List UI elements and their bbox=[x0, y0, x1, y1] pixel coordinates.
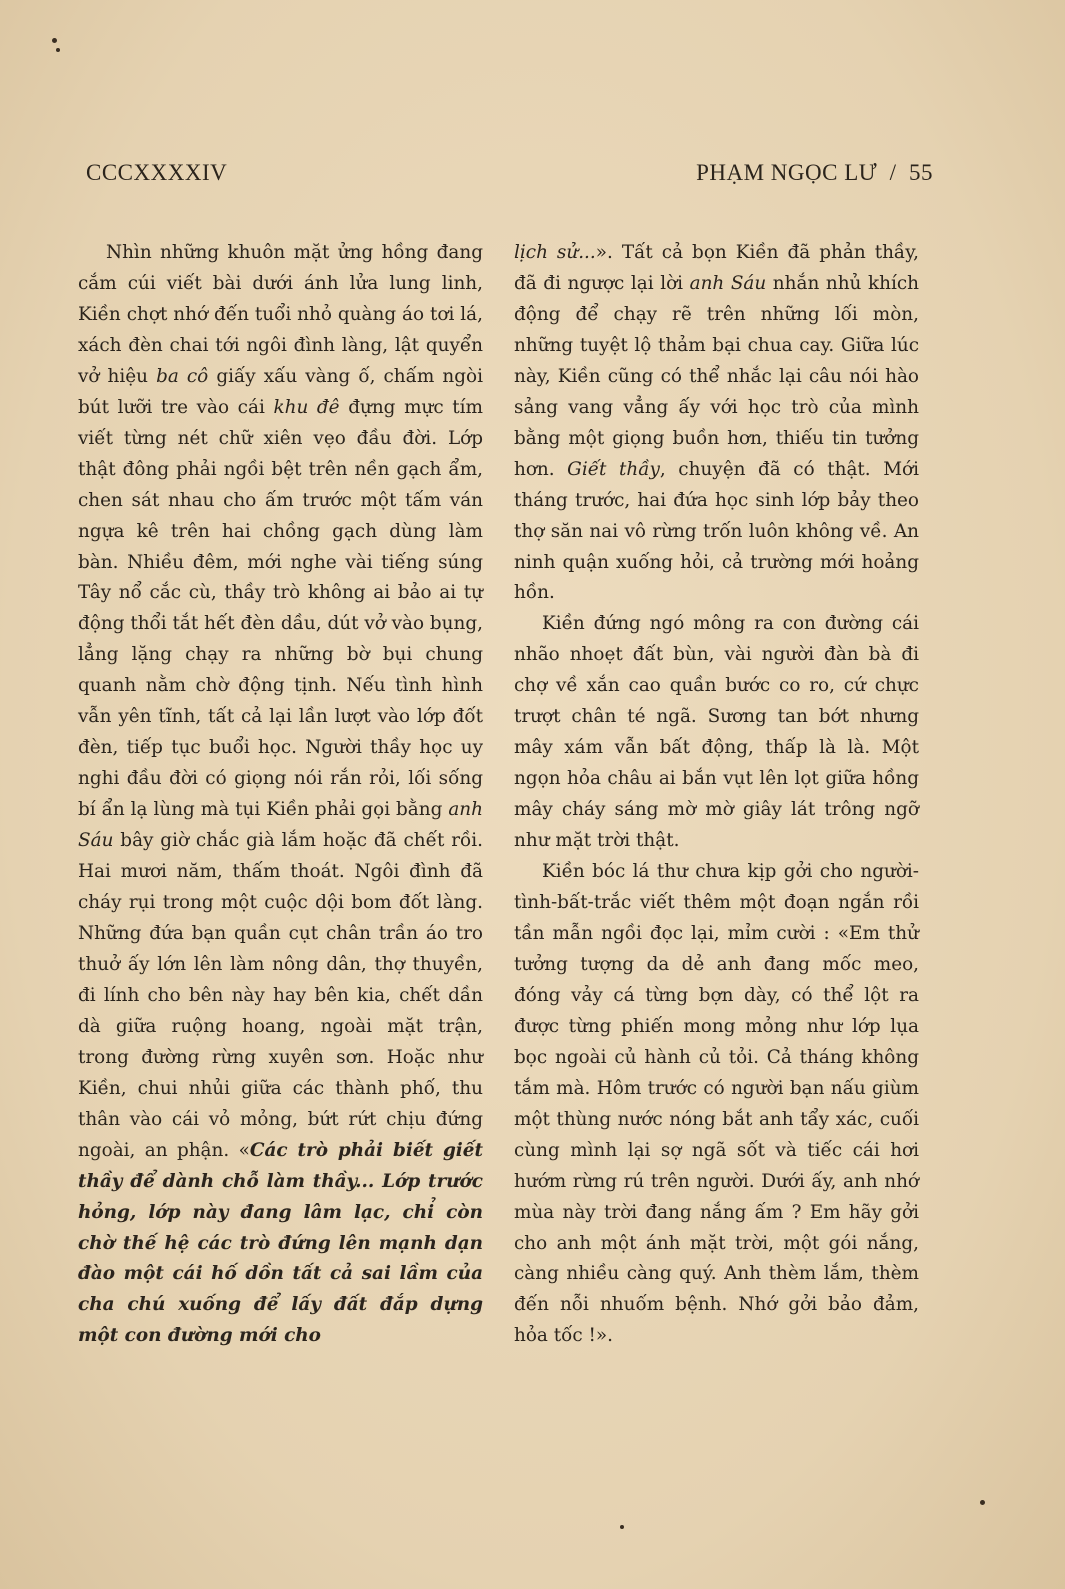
ink-speck bbox=[620, 1525, 624, 1529]
text-run: bây giờ chắc già lắm hoặc đã chết rồi. Hai mươi năm, thấm thoát. Ngôi đình đã cháy rụi trong một cuộc dội bom đốt làng. Những đứa bạn quần cụt chân trần áo tro thuở ấy lớn lên làm nông dân, thợ thuyền, đi lính cho bên này hay bên kia, chết dần dà giữa ruộng hoang, ngoài mặt trận, trong đường rừng xuyên sơn. Hoặc như Kiền, chui nhủi giữa các thành phố, thu thân vào cái vỏ mỏng, bứt rứt chịu đứng ngoài, an phận. « bbox=[78, 830, 483, 1161]
text-run: nhắn nhủ khích động để chạy rẽ trên những lối mòn, những tuyệt lộ thảm bại chua cay. Giữa lúc này, Kiền cũng có thể nhắc lại câu nói hào sảng vang vẳng ấy với học trò của mình bằng một giọng buồn hơn, thiếu tin tưởng hơn. bbox=[514, 272, 919, 480]
italic-run: lịch sử... bbox=[514, 242, 596, 263]
left-column bbox=[78, 238, 483, 1352]
ink-speck bbox=[52, 38, 57, 43]
header-left-number: CCCXXXXIV bbox=[86, 160, 228, 185]
italic-run: anh Sáu bbox=[78, 799, 483, 852]
ink-speck bbox=[980, 1500, 985, 1505]
ink-speck bbox=[56, 48, 60, 52]
italic-run: ba cô bbox=[156, 365, 209, 387]
italic-run: Giết thầy bbox=[567, 458, 660, 480]
right-paragraph-2: Kiền đứng ngó mông ra con đường cái nhão nhoẹt đất bùn, vài người đàn bà đi chợ về xắn cao quần bước co ro, cứ chực trượt chân té ngã. Sương tan bớt nhưng mây xám vẫn bất động, thấp là là. Một ngọn hỏa châu ai bắn vụt lên lọt giữa hồng mây cháy sáng mờ mờ giây lát trông ngỡ như mặt trời thật. bbox=[514, 613, 919, 852]
right-paragraph-continued bbox=[514, 238, 919, 609]
right-paragraph-3: Kiền bóc lá thư chưa kịp gởi cho người-tình-bất-trắc viết thêm một đoạn ngắn rồi tần mẫn ngồi đọc lại, mỉm cười : «Em thử tưởng tượng da dẻ anh đang mốc meo, đóng vảy cá từng bợn dày, có thể lột ra được từng phiến mong mỏng như lớp lụa bọc ngoài củ hành củ tỏi. Cả tháng không tắm mà. Hôm trước có người bạn nấu giùm một thùng nước nóng bắt anh tẩy xác, cuối cùng mình lại sợ ngã sốt và tiếc cái hơi hướm rừng rú trên người. Dưới ấy, anh nhớ mùa này trời đang nắng ấm ? Em hãy gởi cho anh một ánh mặt trời, một gói nắng, càng nhiều càng quý. Anh thèm lắm, thèm đến nỗi nhuốm bệnh. Nhớ gởi bảo đảm, hỏa tốc !». bbox=[514, 861, 919, 1347]
text-run: ». Tất cả bọn Kiền đã phản thầy, đã đi ngược lại lời bbox=[514, 242, 919, 294]
italic-run: anh Sáu bbox=[689, 272, 767, 294]
text-run: giấy xấu vàng ố, chấm ngòi bút lưỡi tre vào cái bbox=[78, 365, 483, 418]
header-right-author-page: PHẠM NGỌC LƯ / 55 bbox=[696, 160, 933, 185]
page-header bbox=[86, 160, 933, 186]
text-run: Nhìn những khuôn mặt ửng hồng đang cắm cúi viết bài dưới ánh lửa lung linh, Kiền chợt nhớ đến tuổi nhỏ quàng áo tơi lá, xách đèn chai tới ngôi đình làng, lật quyển vở hiệu bbox=[78, 242, 483, 387]
italic-quote: Các trò phải biết giết thầy để dành chỗ làm thầy... Lớp trước hỏng, lớp này đang lâm lạc, chỉ còn chờ thế hệ các trò đứng lên mạnh dạn đào một cái hố dồn tất cả sai lầm của cha chú xuống để lấy đất đắp dựng một con đường mới cho bbox=[78, 1139, 483, 1347]
right-column bbox=[514, 238, 919, 1352]
text-run: đựng mực tím viết từng nét chữ xiên vẹo đầu đời. Lớp thật đông phải ngồi bệt trên nền gạch ẩm, chen sát nhau cho ấm trước một tấm ván ngựa kê trên hai chồng gạch dùng làm bàn. Nhiều đêm, mới nghe vài tiếng súng Tây nổ cắc cù, thầy trò không ai bảo ai tự động thổi tắt hết đèn dầu, dút vở vào bụng, lẳng lặng chạy ra những bờ bụi chung quanh nằm chờ động tịnh. Nếu tình hình vẫn yên tĩnh, tất cả lại lần lượt vào lớp đốt đèn, tiếp tục buổi học. Người thầy học uy nghi đầu đời có giọng nói rắn rỏi, lối sống bí ẩn lạ lùng mà tụi Kiền phải gọi bằng bbox=[78, 396, 483, 821]
left-paragraph bbox=[78, 238, 483, 1352]
text-run: , chuyện đã có thật. Mới tháng trước, hai đứa học sinh lớp bảy theo thợ săn nai vô rừng trốn luôn không về. An ninh quận xuống hỏi, cả trường mới hoảng hồn. bbox=[514, 458, 919, 604]
italic-run: khu đê bbox=[273, 396, 340, 418]
